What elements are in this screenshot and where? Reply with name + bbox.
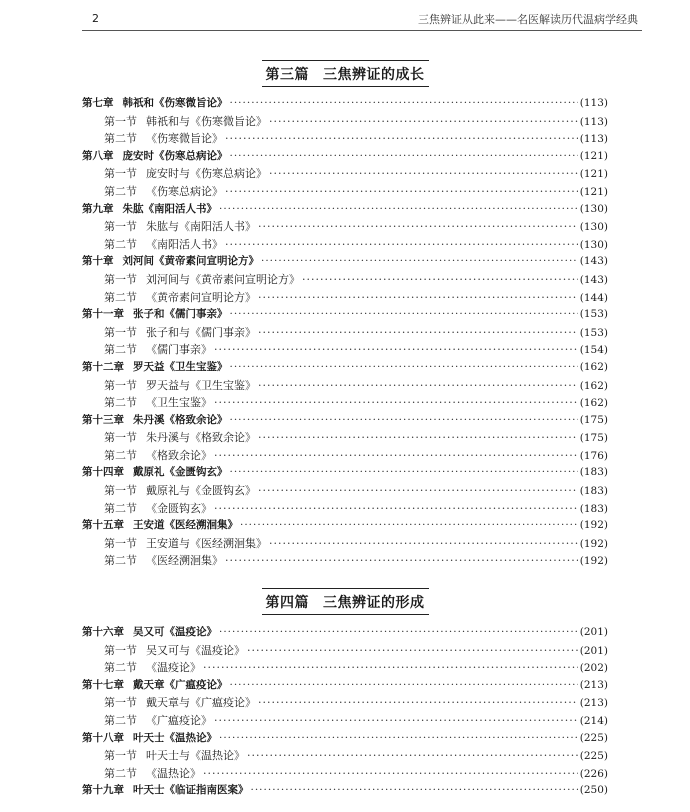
entry-number: 第一节 bbox=[104, 696, 137, 710]
entry-number: 第七章 bbox=[82, 97, 114, 109]
toc-section-row bbox=[82, 377, 608, 395]
entry-label bbox=[104, 535, 267, 551]
entry-page: (144) bbox=[579, 291, 608, 304]
dot-leader bbox=[214, 502, 578, 515]
dot-leader bbox=[258, 326, 578, 339]
entry-label bbox=[104, 271, 300, 287]
entry-label bbox=[104, 236, 223, 252]
entry-title: 韩祇和与《伤寒微旨论》 bbox=[146, 114, 267, 128]
toc-chapter-row bbox=[82, 782, 608, 800]
dot-leader bbox=[258, 291, 578, 304]
running-book-title: 三焦辨证从此来——名医解读历代温病学经典 bbox=[418, 13, 638, 26]
dot-leader bbox=[225, 238, 578, 251]
entry-label bbox=[104, 694, 256, 710]
entry-title: 罗天益与《卫生宝鉴》 bbox=[146, 378, 256, 392]
dot-leader bbox=[203, 767, 578, 780]
toc-section-row bbox=[82, 552, 608, 570]
entry-label bbox=[104, 429, 256, 445]
entry-title: 张子和《儒门事亲》 bbox=[133, 308, 228, 321]
entry-page: (225) bbox=[579, 731, 608, 744]
dot-leader bbox=[302, 273, 578, 286]
entry-number: 第二节 bbox=[104, 501, 137, 515]
toc-section-row bbox=[82, 130, 608, 148]
page-number: 2 bbox=[92, 12, 99, 25]
entry-title: 朱丹溪《格致余论》 bbox=[133, 413, 228, 426]
part-title bbox=[262, 60, 429, 87]
entry-page: (162) bbox=[579, 379, 608, 392]
page-header bbox=[0, 0, 690, 34]
entry-label bbox=[104, 447, 212, 463]
entry-number: 第二节 bbox=[104, 713, 137, 727]
toc-section-row bbox=[82, 271, 608, 289]
entry-page: (162) bbox=[579, 360, 608, 373]
entry-page: (130) bbox=[579, 238, 608, 251]
entry-number: 第二节 bbox=[104, 448, 137, 462]
entry-number: 第二节 bbox=[104, 343, 137, 357]
entry-number: 第二节 bbox=[104, 661, 137, 675]
part-heading bbox=[0, 588, 690, 615]
entry-title: 朱肱《南阳活人书》 bbox=[122, 202, 217, 215]
toc-chapter-row bbox=[82, 306, 608, 324]
entry-page: (143) bbox=[579, 273, 608, 286]
entry-label bbox=[104, 394, 212, 410]
entry-label bbox=[104, 289, 256, 305]
toc-section-row bbox=[82, 341, 608, 359]
header-rule bbox=[82, 30, 642, 31]
entry-label bbox=[82, 464, 228, 479]
entry-page: (201) bbox=[579, 626, 608, 638]
entry-title: 庞安时《伤寒总病论》 bbox=[122, 149, 228, 162]
entry-number: 第八章 bbox=[82, 149, 114, 162]
dot-leader bbox=[219, 626, 578, 638]
dot-leader bbox=[258, 696, 578, 709]
toc-chapter-row bbox=[82, 95, 608, 113]
entry-page: (121) bbox=[579, 185, 608, 198]
toc-section-row bbox=[82, 642, 608, 660]
entry-number: 第十六章 bbox=[82, 626, 124, 638]
entry-label bbox=[82, 359, 228, 374]
toc-section-row bbox=[82, 447, 608, 465]
entry-page: (213) bbox=[579, 678, 608, 691]
toc-chapter-row bbox=[82, 148, 608, 166]
entry-page: (143) bbox=[579, 255, 608, 268]
toc-section-row bbox=[82, 324, 608, 342]
toc-section-row bbox=[82, 394, 608, 412]
dot-leader bbox=[258, 431, 578, 444]
entry-title: 王安道《医经溯洄集》 bbox=[133, 519, 238, 532]
entry-label bbox=[104, 183, 223, 199]
toc-section-row bbox=[82, 747, 608, 765]
entry-label bbox=[104, 552, 223, 568]
part-name: 三焦辨证的形成 bbox=[323, 595, 425, 611]
dot-leader bbox=[258, 379, 578, 392]
entry-title: 韩祇和《伤寒微旨论》 bbox=[122, 97, 228, 109]
dot-leader bbox=[230, 150, 578, 162]
dot-leader bbox=[247, 644, 578, 657]
dot-leader bbox=[219, 203, 578, 215]
dot-leader bbox=[214, 396, 578, 409]
entry-page: (202) bbox=[579, 662, 608, 675]
entry-title: 叶天士《临证指南医案》 bbox=[133, 784, 249, 797]
entry-label bbox=[82, 306, 228, 321]
toc-section-row bbox=[82, 482, 608, 500]
entry-title: 朱丹溪与《格致余论》 bbox=[146, 431, 256, 445]
entry-page: (176) bbox=[579, 449, 608, 462]
toc-section-row bbox=[82, 659, 608, 677]
toc-chapter-row bbox=[82, 517, 608, 535]
toc-chapter-row bbox=[82, 624, 608, 642]
entry-page: (153) bbox=[579, 308, 608, 321]
entry-label bbox=[82, 624, 217, 639]
entry-number: 第二节 bbox=[104, 766, 137, 780]
entry-page: (183) bbox=[579, 485, 608, 498]
part-heading bbox=[0, 60, 690, 87]
entry-page: (183) bbox=[579, 466, 608, 479]
entry-number: 第一节 bbox=[104, 272, 137, 286]
entry-number: 第十七章 bbox=[82, 678, 124, 691]
entry-title: 戴原礼与《金匮钩玄》 bbox=[146, 484, 256, 498]
entry-number: 第十二章 bbox=[82, 360, 124, 373]
entry-number: 第一节 bbox=[104, 749, 137, 763]
entry-number: 第九章 bbox=[82, 202, 114, 215]
entry-label bbox=[104, 324, 256, 340]
dot-leader bbox=[203, 661, 578, 674]
dot-leader bbox=[214, 449, 578, 462]
entry-number: 第二节 bbox=[104, 290, 137, 304]
entry-title: 叶天士《温热论》 bbox=[133, 731, 217, 744]
dot-leader bbox=[214, 714, 578, 727]
entry-title: 《温热论》 bbox=[146, 766, 201, 780]
toc-section-row bbox=[82, 500, 608, 518]
entry-page: (130) bbox=[579, 221, 608, 234]
entry-page: (192) bbox=[579, 519, 608, 532]
dot-leader bbox=[230, 361, 578, 373]
toc-section-row bbox=[82, 113, 608, 131]
toc-chapter-row bbox=[82, 730, 608, 748]
entry-label bbox=[104, 130, 223, 146]
toc-chapter-row bbox=[82, 412, 608, 430]
dot-leader bbox=[219, 732, 578, 744]
entry-label bbox=[82, 517, 238, 532]
entry-label bbox=[82, 782, 249, 797]
entry-title: 《卫生宝鉴》 bbox=[146, 396, 212, 410]
toc-chapter-row bbox=[82, 464, 608, 482]
dot-leader bbox=[251, 784, 578, 796]
dot-leader bbox=[230, 466, 578, 478]
entry-label bbox=[104, 500, 212, 516]
entry-number: 第一节 bbox=[104, 643, 137, 657]
entry-title: 王安道与《医经溯洄集》 bbox=[146, 536, 267, 550]
entry-label bbox=[104, 482, 256, 498]
toc-section-row bbox=[82, 694, 608, 712]
entry-number: 第一节 bbox=[104, 484, 137, 498]
dot-leader bbox=[230, 414, 578, 426]
entry-label bbox=[82, 95, 228, 110]
entry-page: (113) bbox=[579, 133, 608, 146]
entry-title: 《伤寒微旨论》 bbox=[146, 132, 223, 146]
entry-number: 第十章 bbox=[82, 255, 114, 268]
entry-number: 第十三章 bbox=[82, 413, 124, 426]
dot-leader bbox=[258, 220, 578, 233]
dot-leader bbox=[247, 749, 578, 762]
entry-title: 《温疫论》 bbox=[146, 661, 201, 675]
entry-page: (121) bbox=[579, 168, 608, 181]
entry-page: (225) bbox=[579, 750, 608, 763]
entry-number: 第一节 bbox=[104, 167, 137, 181]
entry-page: (175) bbox=[579, 413, 608, 426]
entry-label bbox=[104, 377, 256, 393]
entry-title: 《医经溯洄集》 bbox=[146, 554, 223, 568]
toc-section-row bbox=[82, 429, 608, 447]
entry-page: (192) bbox=[579, 555, 608, 568]
entry-label bbox=[104, 341, 212, 357]
entry-number: 第十四章 bbox=[82, 466, 124, 479]
entry-title: 《广瘟疫论》 bbox=[146, 713, 212, 727]
part-number: 第四篇 bbox=[265, 595, 309, 611]
entry-page: (154) bbox=[579, 344, 608, 357]
toc-chapter-row bbox=[82, 359, 608, 377]
entry-number: 第十九章 bbox=[82, 784, 124, 797]
entry-page: (113) bbox=[579, 97, 608, 109]
part-number: 第三篇 bbox=[265, 67, 309, 83]
entry-label bbox=[82, 201, 217, 216]
entry-page: (121) bbox=[579, 149, 608, 162]
entry-title: 《南阳活人书》 bbox=[146, 237, 223, 251]
toc-chapter-row bbox=[82, 201, 608, 219]
entry-label bbox=[82, 677, 228, 692]
entry-title: 罗天益《卫生宝鉴》 bbox=[133, 360, 228, 373]
entry-title: 《格致余论》 bbox=[146, 448, 212, 462]
entry-title: 刘河间与《黄帝素问宣明论方》 bbox=[146, 272, 300, 286]
entry-title: 吴又可与《温疫论》 bbox=[146, 643, 245, 657]
toc-section-row bbox=[82, 712, 608, 730]
entry-label bbox=[104, 659, 201, 675]
toc-list bbox=[82, 95, 608, 570]
toc-section-row bbox=[82, 236, 608, 254]
entry-title: 叶天士与《温热论》 bbox=[146, 749, 245, 763]
toc-list bbox=[82, 624, 608, 800]
entry-label bbox=[104, 747, 245, 763]
entry-page: (153) bbox=[579, 326, 608, 339]
entry-page: (113) bbox=[579, 115, 608, 128]
toc-chapter-row bbox=[82, 677, 608, 695]
entry-number: 第二节 bbox=[104, 396, 137, 410]
entry-number: 第十一章 bbox=[82, 308, 124, 321]
dot-leader bbox=[269, 537, 578, 550]
dot-leader bbox=[240, 519, 578, 531]
dot-leader bbox=[225, 185, 578, 198]
toc-section-row bbox=[82, 535, 608, 553]
dot-leader bbox=[261, 255, 578, 267]
entry-title: 戴天章与《广瘟疫论》 bbox=[146, 696, 256, 710]
entry-number: 第二节 bbox=[104, 237, 137, 251]
toc-section-row bbox=[82, 289, 608, 307]
dot-leader bbox=[225, 554, 578, 567]
entry-number: 第一节 bbox=[104, 114, 137, 128]
entry-label bbox=[104, 165, 267, 181]
dot-leader bbox=[214, 343, 578, 356]
entry-title: 张子和与《儒门事亲》 bbox=[146, 325, 256, 339]
entry-title: 朱肱与《南阳活人书》 bbox=[146, 220, 256, 234]
entry-page: (175) bbox=[579, 432, 608, 445]
entry-label bbox=[104, 712, 212, 728]
entry-label bbox=[104, 765, 201, 781]
entry-number: 第二节 bbox=[104, 554, 137, 568]
entry-label bbox=[82, 253, 259, 268]
entry-number: 第一节 bbox=[104, 431, 137, 445]
dot-leader bbox=[258, 484, 578, 497]
dot-leader bbox=[230, 679, 578, 691]
entry-label bbox=[82, 412, 228, 427]
entry-page: (162) bbox=[579, 397, 608, 410]
part-name: 三焦辨证的成长 bbox=[323, 67, 425, 83]
entry-page: (213) bbox=[579, 697, 608, 710]
dot-leader bbox=[269, 167, 578, 180]
entry-page: (214) bbox=[579, 714, 608, 727]
entry-label bbox=[104, 642, 245, 658]
entry-page: (250) bbox=[579, 784, 608, 797]
toc-chapter-row bbox=[82, 253, 608, 271]
entry-number: 第一节 bbox=[104, 220, 137, 234]
entry-number: 第十五章 bbox=[82, 519, 124, 532]
dot-leader bbox=[225, 132, 578, 145]
entry-page: (226) bbox=[579, 767, 608, 780]
dot-leader bbox=[230, 308, 578, 320]
toc-section-row bbox=[82, 183, 608, 201]
entry-number: 第一节 bbox=[104, 536, 137, 550]
entry-page: (201) bbox=[579, 644, 608, 657]
entry-number: 第十八章 bbox=[82, 731, 124, 744]
entry-label bbox=[104, 218, 256, 234]
entry-number: 第二节 bbox=[104, 184, 137, 198]
entry-title: 《金匮钩玄》 bbox=[146, 501, 212, 515]
part-title bbox=[262, 588, 429, 615]
dot-leader bbox=[269, 115, 578, 128]
entry-title: 庞安时与《伤寒总病论》 bbox=[146, 167, 267, 181]
toc-section-row bbox=[82, 765, 608, 783]
entry-number: 第二节 bbox=[104, 132, 137, 146]
entry-page: (183) bbox=[579, 502, 608, 515]
entry-title: 《伤寒总病论》 bbox=[146, 184, 223, 198]
entry-title: 《儒门事亲》 bbox=[146, 343, 212, 357]
entry-label bbox=[82, 730, 217, 745]
entry-title: 戴天章《广瘟疫论》 bbox=[133, 678, 228, 691]
toc-section-row bbox=[82, 218, 608, 236]
entry-number: 第一节 bbox=[104, 325, 137, 339]
entry-page: (192) bbox=[579, 537, 608, 550]
dot-leader bbox=[230, 97, 578, 109]
entry-title: 戴原礼《金匮钩玄》 bbox=[133, 466, 228, 479]
entry-label bbox=[104, 113, 267, 129]
toc-section-row bbox=[82, 165, 608, 183]
entry-page: (130) bbox=[579, 202, 608, 215]
entry-label bbox=[82, 148, 228, 163]
entry-number: 第一节 bbox=[104, 378, 137, 392]
entry-title: 吴又可《温疫论》 bbox=[133, 626, 217, 638]
entry-title: 《黄帝素问宣明论方》 bbox=[146, 290, 256, 304]
entry-title: 刘河间《黄帝素问宣明论方》 bbox=[122, 255, 259, 268]
